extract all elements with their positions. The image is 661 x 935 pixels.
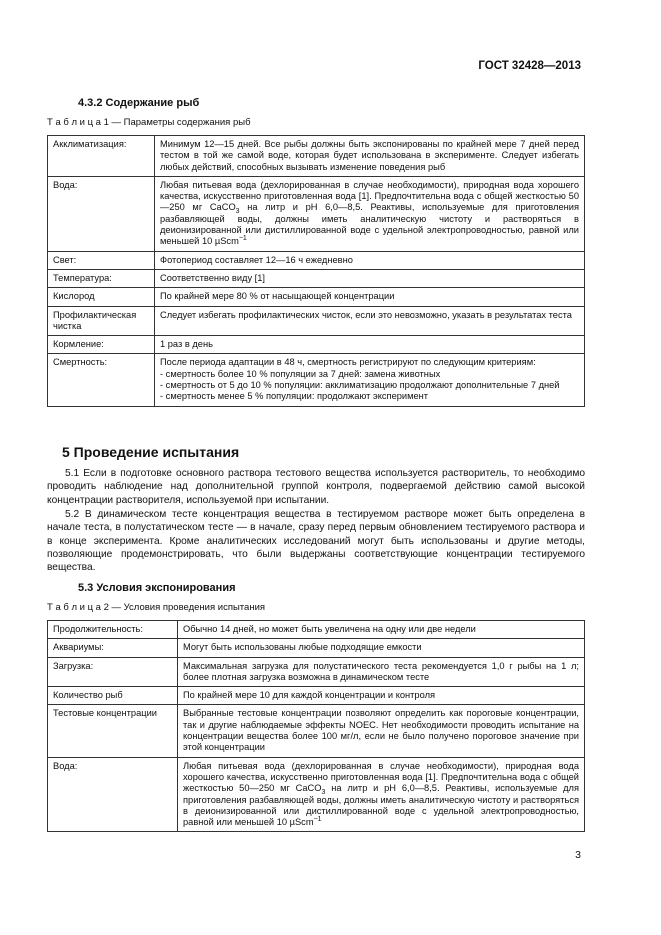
row-value: Выбранные тестовые концентрации позволяют определить как пороговые концентрации, так и другие наблюдаемые эффекты NOEC. Нет необходимости проводить испытание на концентрации вещества более 100 мг/л, если не было получено пороговое значение при этой концентрации: [178, 705, 585, 757]
row-label: Вода:: [48, 757, 178, 832]
table-row: [48, 757, 585, 832]
table-row: [48, 136, 585, 177]
table-row: [48, 251, 585, 269]
table-row: [48, 269, 585, 287]
row-label: Загрузка:: [48, 657, 178, 687]
page-number: 3: [575, 849, 581, 861]
water-text-b: на литр и pH 6,0—8,5. Реактивы, используемые для приготовления разбавляющей воды, должны иметь аналитическую чистоту и растворяться в деионизированной или дистиллированной воде с удельной электропроводностью, равной или меньшей 10 µScm: [183, 783, 579, 828]
table1-caption-prefix: Т а б л и ц а: [47, 117, 101, 128]
table-row: [48, 336, 585, 354]
table2-caption-text: 2 — Условия проведения испытания: [103, 602, 266, 613]
row-label: Профилактическая чистка: [48, 306, 155, 336]
section-5-3-title: 5.3 Условия экспонирования: [78, 582, 236, 594]
water-subscript: 3: [235, 208, 240, 216]
section-5-title: 5 Проведение испытания: [62, 444, 240, 460]
table1-caption-text: 1 — Параметры содержания рыб: [103, 117, 251, 128]
paragraph-5-1: 5.1 Если в подготовке основного раствора тестового вещества используется растворитель, то необходимо проводить наблюдение над дополнительной группой контроля, подвергаемой действию самой высокой концентрации растворителя, используемой при испытании.: [47, 468, 585, 506]
row-value: Следует избегать профилактических чисток, если это невозможно, указать в результатах теста: [155, 306, 585, 336]
mortality-line: - смертность более 10 % популяции за 7 дней: замена животных: [160, 368, 441, 379]
mortality-line: - смертность от 5 до 10 % популяции: акклиматизацию продолжают дополнительные 7 дней: [160, 380, 560, 391]
mortality-line: - смертность менее 5 % популяции: продолжают эксперимент: [160, 391, 429, 402]
row-value: Максимальная загрузка для полустатического теста рекомендуется 1,0 г рыбы на 1 л; более плотная загрузка возможна в динамическом тесте: [178, 657, 585, 687]
row-label: Тестовые концентрации: [48, 705, 178, 757]
row-label: Вода:: [48, 176, 155, 251]
mortality-line: После периода адаптации в 48 ч, смертность регистрируют по следующим критериям:: [160, 357, 536, 368]
row-value: 1 раз в день: [155, 336, 585, 354]
row-label: Кормление:: [48, 336, 155, 354]
table-row: [48, 306, 585, 336]
table1-fish-maintenance: [47, 135, 585, 407]
row-value: По крайней мере 10 для каждой концентрации и контроля: [178, 687, 585, 705]
table2-caption-prefix: Т а б л и ц а: [47, 602, 101, 613]
row-value: Обычно 14 дней, но может быть увеличена на одну или две недели: [178, 621, 585, 639]
table-row: [48, 354, 585, 406]
table-row: [48, 621, 585, 639]
row-value: [155, 354, 585, 406]
row-value: Соответственно виду [1]: [155, 269, 585, 287]
table2-caption: [47, 602, 265, 613]
row-label: Кислород: [48, 288, 155, 306]
table2-test-conditions: [47, 620, 585, 832]
row-label: Свет:: [48, 251, 155, 269]
water-text-b: на литр и pH 6,0—8,5. Реактивы, используемые для приготовления разбавляющей воды, должны иметь аналитическую чистоту и растворяться в деионизированной или дистиллированной воде с удельной электропроводностью, равной или меньшей 10 µScm: [160, 202, 579, 247]
document-code: ГОСТ 32428—2013: [478, 60, 581, 72]
paragraph-5-2: 5.2 В динамическом тесте концентрация вещества в тестируемом растворе может быть определена в начале теста, в полустатическом тесте — в начале, сразу перед первым обновлением тестируемого раствора и в конце эксперимента. Кроме аналитических исследований могут быть использованы и другие методы, позволяющие продемонстрировать, что были выдержаны соответствующие концентрации тестируемого вещества.: [47, 509, 585, 574]
water-text-a: Любая питьевая вода (дехлорированная в случае необходимости), природная вода хорошего качества, искусственно приготовленная вода [1]. Предпочтительна вода с общей жесткостью 50—250 мг CaCO: [160, 179, 579, 213]
table-row: [48, 288, 585, 306]
water-text-a: Любая питьевая вода (дехлорированная в случае необходимости), природная вода хорошего качества, искусственно приготовленная вода [1]. Предпочтительна вода с общей жесткостью 50—250 мг CaCO: [183, 760, 579, 794]
row-label: Количество рыб: [48, 687, 178, 705]
row-label: Акклиматизация:: [48, 136, 155, 177]
table1-caption: [47, 117, 251, 128]
row-value: [178, 757, 585, 832]
row-label: Температура:: [48, 269, 155, 287]
table-row: [48, 176, 585, 251]
section-4-3-2-title: 4.3.2 Содержание рыб: [78, 97, 200, 109]
row-value: Фотопериод составляет 12—16 ч ежедневно: [155, 251, 585, 269]
row-value: [155, 176, 585, 251]
row-value: По крайней мере 80 % от насыщающей концентрации: [155, 288, 585, 306]
row-value: Минимум 12—15 дней. Все рыбы должны быть экспонированы по крайней мере 7 дней перед тестом в той же самой воде, которая будет использована в эксперименте. Следует избегать любых действий, способных вызывать изменение поведения рыб: [155, 136, 585, 177]
row-label: Продолжительность:: [48, 621, 178, 639]
table-row: [48, 639, 585, 657]
water-subscript: 3: [321, 789, 326, 797]
table-row: [48, 705, 585, 757]
row-label: Смертность:: [48, 354, 155, 406]
table-row: [48, 657, 585, 687]
water-superscript: −1: [313, 816, 322, 824]
water-superscript: −1: [238, 235, 247, 243]
table-row: [48, 687, 585, 705]
row-label: Аквариумы:: [48, 639, 178, 657]
row-value: Могут быть использованы любые подходящие емкости: [178, 639, 585, 657]
